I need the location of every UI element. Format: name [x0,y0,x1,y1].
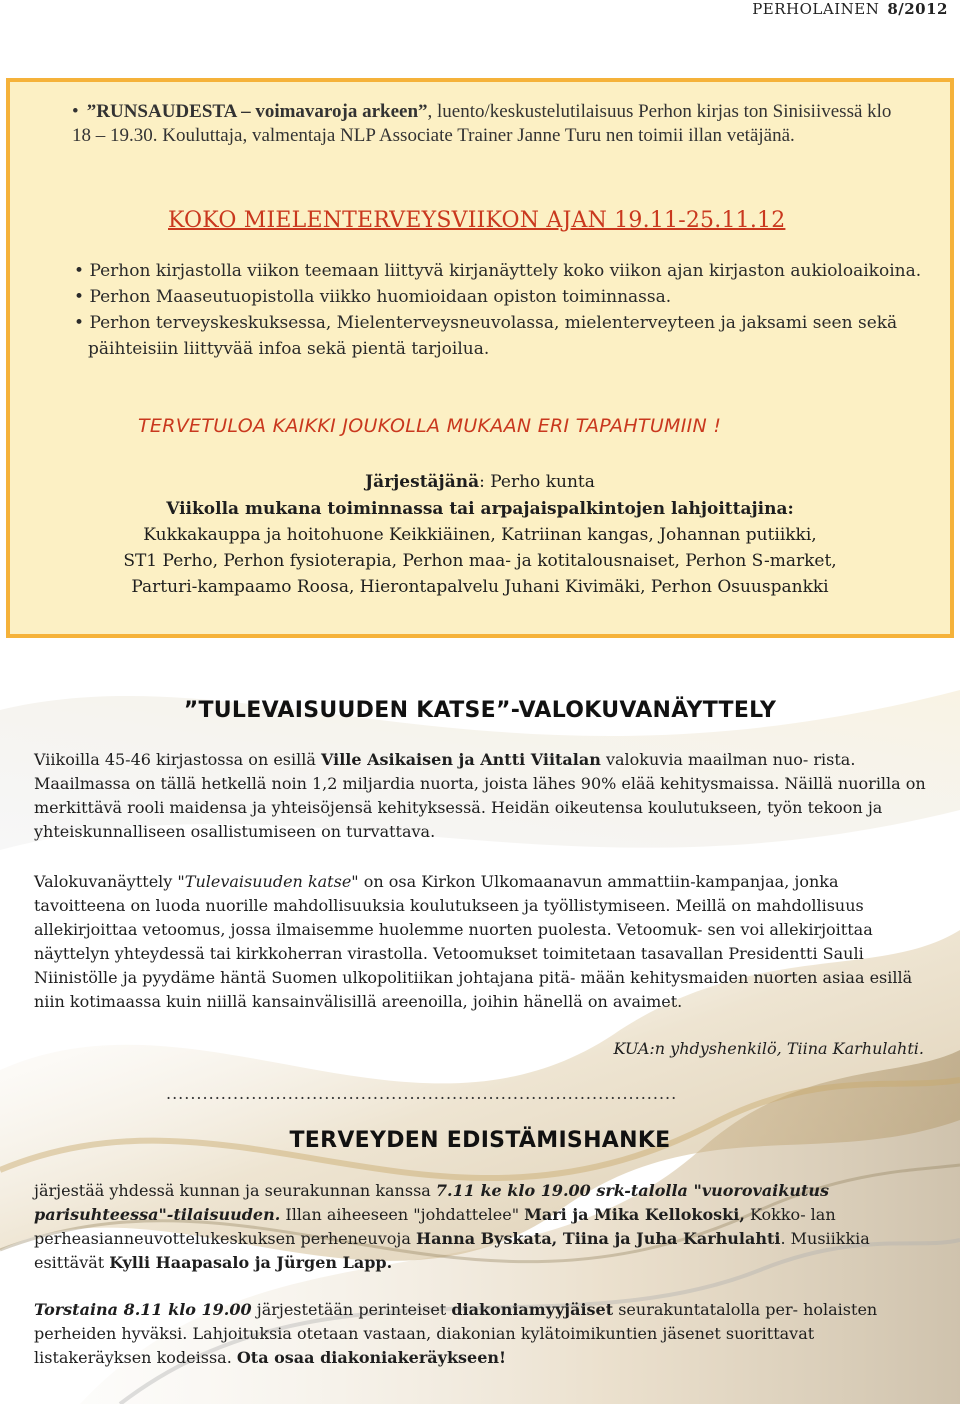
bullet-icon: • [72,101,79,122]
exhibition-title: ”TULEVAISUUDEN KATSE”-VALOKUVANÄYTTELY [183,698,777,723]
exhibition-paragraph-2: Valokuvanäyttely "Tulevaisuuden katse" on osa Kirkon Ulkomaanavun ammattiin-kampanjaa, jonka tavoitteena on luoda nuorille mahdollisuuksia koulutukseen ja työllistymiseen. Meillä on mahdollisuus allekirjoittaa vetoomus, jossa ilmaisemme huolemme nuorten puolesta. Vetoomuk- sen voi allekirjoittaa näyttelyn yhteydessä tai kirkkoherran virastolla. Vetoomukset toimitetaan tasavallan Presidentti Sauli Niinistölle ja pyydäme häntä Suomen ulkopolitiikan johtajana pitä- mään kehitysmaiden nuorten asiaa esillä niin kotimaassa kuin niillä kansainvälisillä areenoilla, joihin hänellä on avaimet. [34,872,913,1011]
health-title: TERVEYDEN EDISTÄMISHANKE [289,1128,671,1153]
page-header [752,0,948,22]
runsaudesta-text: , luento/keskustelutilaisuus Perhon kirjas ton Sinisiivessä klo 18 – 19.30. Kouluttaja, valmentaja NLP Associate Trainer Janne Turu nen toimii illan vetäjänä. [72,101,892,146]
organizer-value: : Perho kunta [479,472,595,492]
event-time: 7.11 ke klo 19.00 srk-talolla "vuorovaikutus parisuhteessa"-tilaisuuden. [34,1181,830,1224]
sponsors-heading: Viikolla mukana toiminnassa tai arpajaispalkintojen lahjoittajina: [166,499,794,519]
sponsors-list [10,522,950,600]
welcome-text: TERVETULOA KAIKKI JOUKOLLA MUKAAN ERI TAPAHTUMIIN ! [138,415,722,437]
sponsor-line: Parturi-kampaamo Roosa, Hierontapalvelu Juhani Kivimäki, Perhon Osuuspankki [131,577,829,597]
health-paragraph-2: Torstaina 8.11 klo 19.00 järjestetään perinteiset diakoniamyyjäiset seurakuntatalolla per- holaisten perheiden hyväksi. Lahjoituksia otetaan vastaan, diakonian kylätoimikuntien jäsenet suorittavat listakeräyksen kodeissa. Ota osaa diakoniakeräykseen! [34,1300,878,1367]
issue-number: 8/2012 [887,0,948,18]
runsaudesta-item [72,100,912,148]
section-separator: .................................................................................... [166,1084,678,1103]
exhibition-signature: KUA:n yhdyshenkilö, Tiina Karhulahti. [613,1039,924,1058]
organizer-label: Järjestäjänä [365,472,480,492]
list-item: • Perhon kirjastolla viikon teemaan liittyvä kirjanäyttely koko viikon ajan kirjaston aukioloaikoina. [74,261,922,281]
list-item: • Perhon terveyskeskuksessa, Mielenterveysneuvolassa, mielenterveyteen ja jaksami seen sekä päihteisiin liittyvää infoa sekä pientä tarjoilua. [74,313,898,359]
health-paragraph-1: järjestää yhdessä kunnan ja seurakunnan kanssa 7.11 ke klo 19.00 srk-talolla "vuorovaikutus parisuhteessa"-tilaisuuden. Illan aiheeseen "johdattelee" Mari ja Mika Kellokoski, Kokko- lan perheasianneuvottelukeskuksen perheneuvoja Hanna Byskata, Tiina ja Juha Karhulahti. Musiikkia esittävät Kylli Haapasalo ja Jürgen Lapp. [34,1181,870,1272]
koko-title: KOKO MIELENTERVEYSVIIKON AJAN 19.11-25.11.12 [168,208,786,233]
list-item: • Perhon Maaseutuopistolla viikko huomioidaan opiston toiminnassa. [74,287,672,307]
event-box [6,78,954,638]
runsaudesta-title: ”RUNSAUDESTA – voimavaroja arkeen” [86,101,428,122]
exhibition-name: "Tulevaisuuden katse" [177,872,359,891]
sponsor-line: ST1 Perho, Perhon fysioterapia, Perhon maa- ja kotitalousnaiset, Perhon S-market, [123,551,837,571]
koko-list [74,258,954,362]
organizer-line [10,472,950,492]
publication-name: PERHOLAINEN [752,0,880,18]
market-time: Torstaina 8.11 klo 19.00 [34,1300,252,1319]
sponsor-line: Kukkakauppa ja hoitohuone Keikkiäinen, Katriinan kangas, Johannan putiikki, [143,525,817,545]
exhibition-paragraph-1: Viikoilla 45-46 kirjastossa on esillä Ville Asikaisen ja Antti Viitalan valokuvia maailman nuo- rista. Maailmassa on tällä hetkellä noin 1,2 miljardia nuorta, joista lähes 90% elää kehitysmaissa. Näillä nuorilla on merkittävä rooli maidensa ja yhteisöjensä kehityksessä. Heidän oikeutensa koulutukseen, työn tekoon ja yhteiskunnalliseen osallistumiseen on turvattava. [34,750,926,841]
photographers-names: Ville Asikaisen ja Antti Viitalan [320,750,601,769]
